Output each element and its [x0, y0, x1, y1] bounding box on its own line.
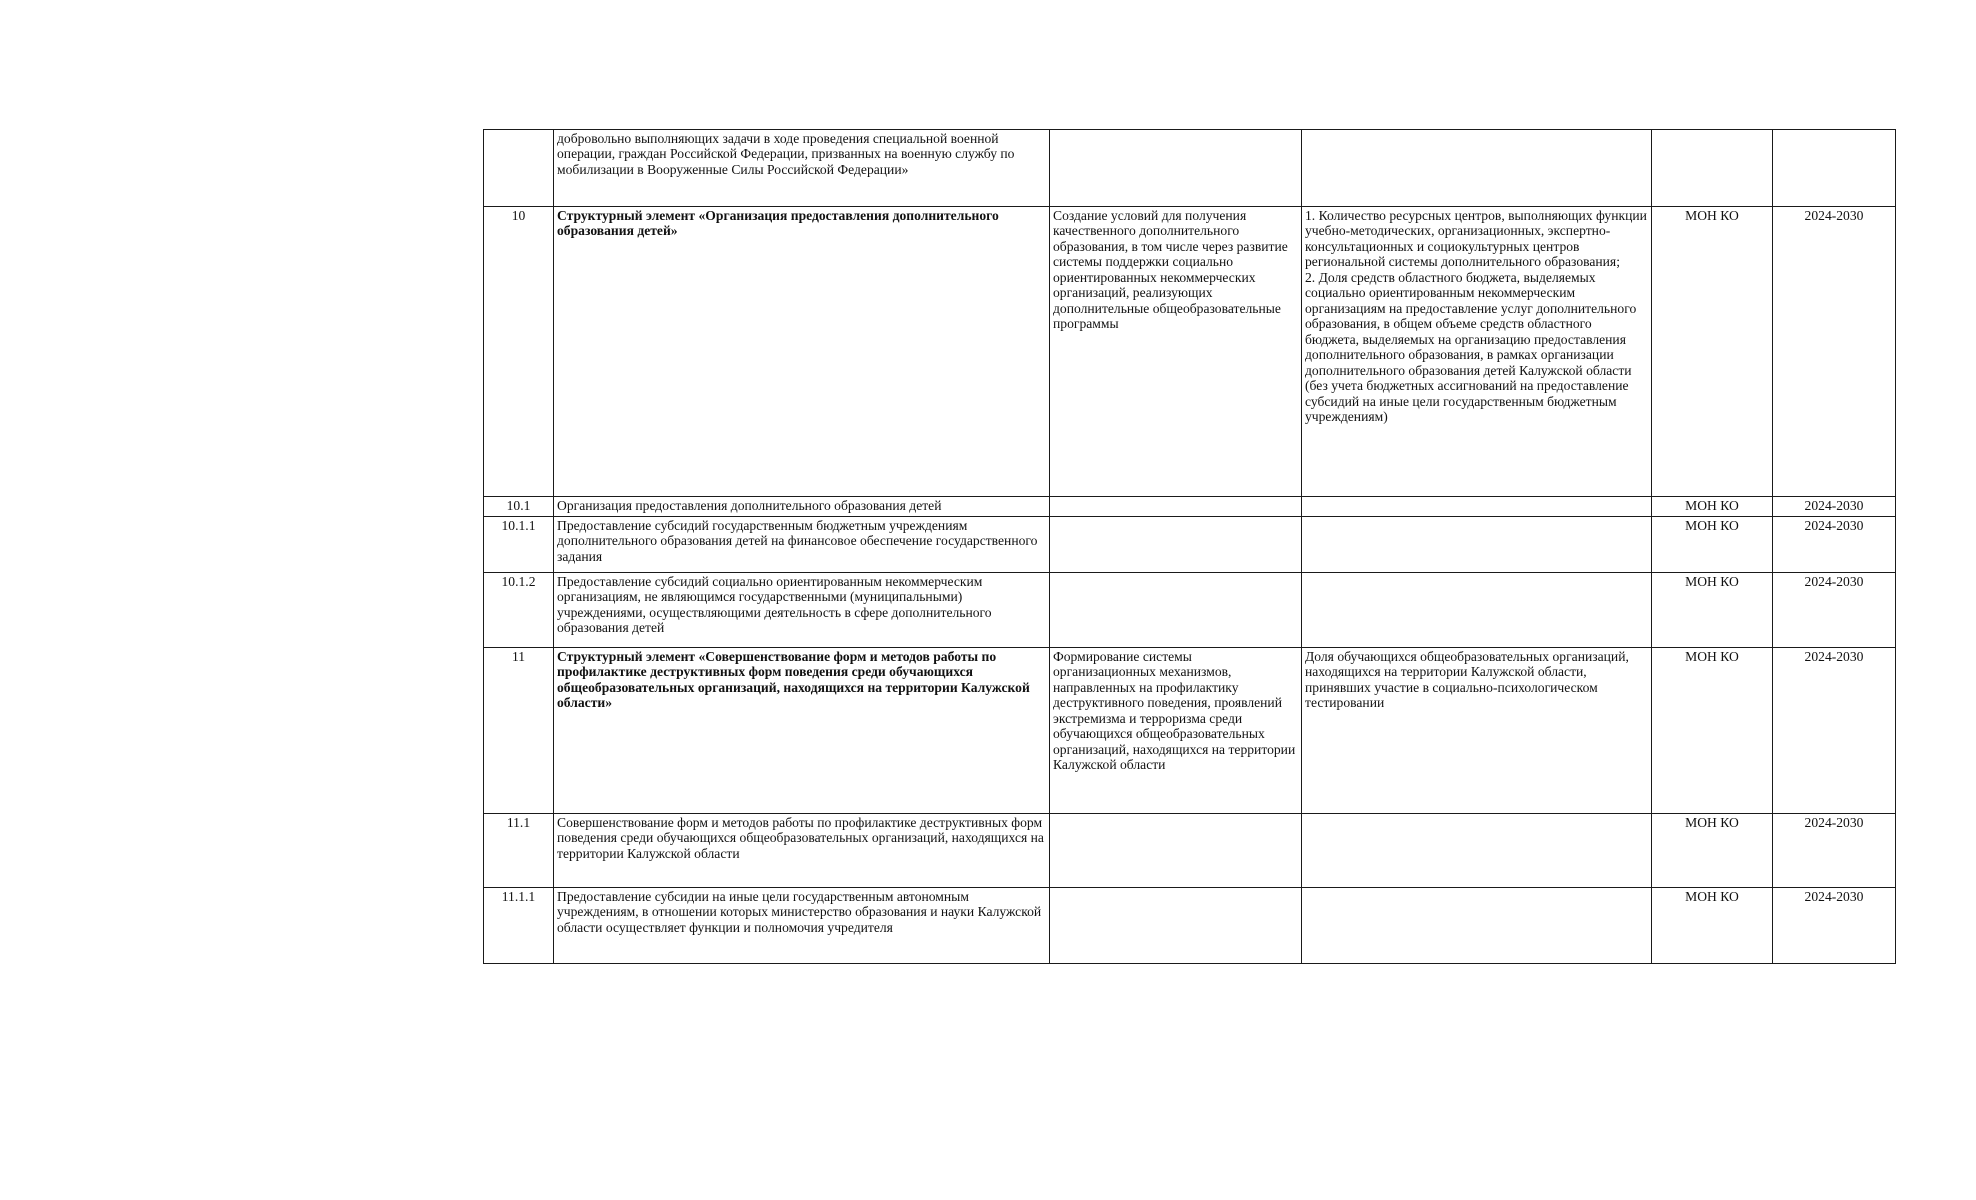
task-cell [1050, 497, 1302, 517]
measure-name-cell: Организация предоставления дополнительного образования детей [554, 497, 1050, 517]
measure-name-cell: добровольно выполняющих задачи в ходе проведения специальной военной операции, граждан Российской Федерации, призванных на военную службу по мобилизации в Вооруженные Силы Российской Федерации» [554, 130, 1050, 207]
measure-name-cell: Совершенствование форм и методов работы по профилактике деструктивных форм поведения среди обучающихся общеобразовательных организаций, находящихся на территории Калужской области [554, 814, 1050, 888]
row-number-cell: 11.1 [484, 814, 554, 888]
row-number-cell: 10.1.1 [484, 517, 554, 573]
period-cell: 2024-2030 [1773, 517, 1896, 573]
table-row [484, 207, 1896, 497]
responsible-cell: МОН КО [1652, 814, 1773, 888]
measures-table [483, 129, 1896, 964]
table-row [484, 648, 1896, 814]
table-row [484, 517, 1896, 573]
indicator-link-cell [1302, 497, 1652, 517]
task-cell: Создание условий для получения качественного дополнительного образования, в том числе через развитие системы поддержки социально ориентированных некоммерческих организаций, реализующих дополнительные общеобразовательные программы [1050, 207, 1302, 497]
row-number-cell: 11.1.1 [484, 888, 554, 964]
row-number-cell: 10.1 [484, 497, 554, 517]
measure-name-cell: Предоставление субсидий государственным бюджетным учреждениям дополнительного образования детей на финансовое обеспечение государственного задания [554, 517, 1050, 573]
responsible-cell: МОН КО [1652, 648, 1773, 814]
measure-name-cell: Структурный элемент «Организация предоставления дополнительного образования детей» [554, 207, 1050, 497]
period-cell: 2024-2030 [1773, 814, 1896, 888]
task-cell [1050, 517, 1302, 573]
task-cell [1050, 888, 1302, 964]
measure-name-cell: Структурный элемент «Совершенствование форм и методов работы по профилактике деструктивных форм поведения среди обучающихся общеобразовательных организаций, находящихся на территории Калужской области» [554, 648, 1050, 814]
table-row [484, 814, 1896, 888]
row-number-cell: 10.1.2 [484, 573, 554, 648]
period-cell: 2024-2030 [1773, 207, 1896, 497]
responsible-cell: МОН КО [1652, 207, 1773, 497]
task-cell [1050, 814, 1302, 888]
table-row [484, 573, 1896, 648]
indicator-link-cell [1302, 130, 1652, 207]
period-cell: 2024-2030 [1773, 888, 1896, 964]
responsible-cell: МОН КО [1652, 573, 1773, 648]
responsible-cell: МОН КО [1652, 888, 1773, 964]
indicator-link-cell [1302, 888, 1652, 964]
responsible-cell: МОН КО [1652, 497, 1773, 517]
task-cell [1050, 130, 1302, 207]
row-number-cell: 11 [484, 648, 554, 814]
measure-name-cell: Предоставление субсидии на иные цели государственным автономным учреждениям, в отношении которых министерство образования и науки Калужской области осуществляет функции и полномочия учредителя [554, 888, 1050, 964]
measure-name-cell: Предоставление субсидий социально ориентированным некоммерческим организациям, не являющимся государственными (муниципальными) учреждениями, осуществляющими деятельность в сфере дополнительного образования детей [554, 573, 1050, 648]
measures-table-body [484, 130, 1896, 964]
period-cell: 2024-2030 [1773, 573, 1896, 648]
responsible-cell [1652, 130, 1773, 207]
responsible-cell: МОН КО [1652, 517, 1773, 573]
indicator-link-cell [1302, 573, 1652, 648]
row-number-cell [484, 130, 554, 207]
period-cell: 2024-2030 [1773, 648, 1896, 814]
period-cell [1773, 130, 1896, 207]
table-row [484, 888, 1896, 964]
table-row [484, 497, 1896, 517]
task-cell [1050, 573, 1302, 648]
table-row [484, 130, 1896, 207]
row-number-cell: 10 [484, 207, 554, 497]
task-cell: Формирование системы организационных механизмов, направленных на профилактику деструктивного поведения, проявлений экстремизма и терроризма среди обучающихся общеобразовательных организаций, находящихся на территории Калужской области [1050, 648, 1302, 814]
indicator-link-cell: 1. Количество ресурсных центров, выполняющих функции учебно-методических, организационных, экспертно-консультационных и социокультурных центров региональной системы дополнительного образования; 2. Доля средств областного бюджета, выделяемых социально ориентированным некоммерческим организациям на предоставление услуг дополнительного образования, в общем объеме средств областного бюджета, выделяемых на организацию предоставления дополнительного образования, в рамках организации дополнительного образования детей Калужской области (без учета бюджетных ассигнований на предоставление субсидий на иные цели государственным бюджетным учреждениям) [1302, 207, 1652, 497]
indicator-link-cell [1302, 814, 1652, 888]
indicator-link-cell: Доля обучающихся общеобразовательных организаций, находящихся на территории Калужской области, принявших участие в социально-психологическом тестировании [1302, 648, 1652, 814]
period-cell: 2024-2030 [1773, 497, 1896, 517]
indicator-link-cell [1302, 517, 1652, 573]
